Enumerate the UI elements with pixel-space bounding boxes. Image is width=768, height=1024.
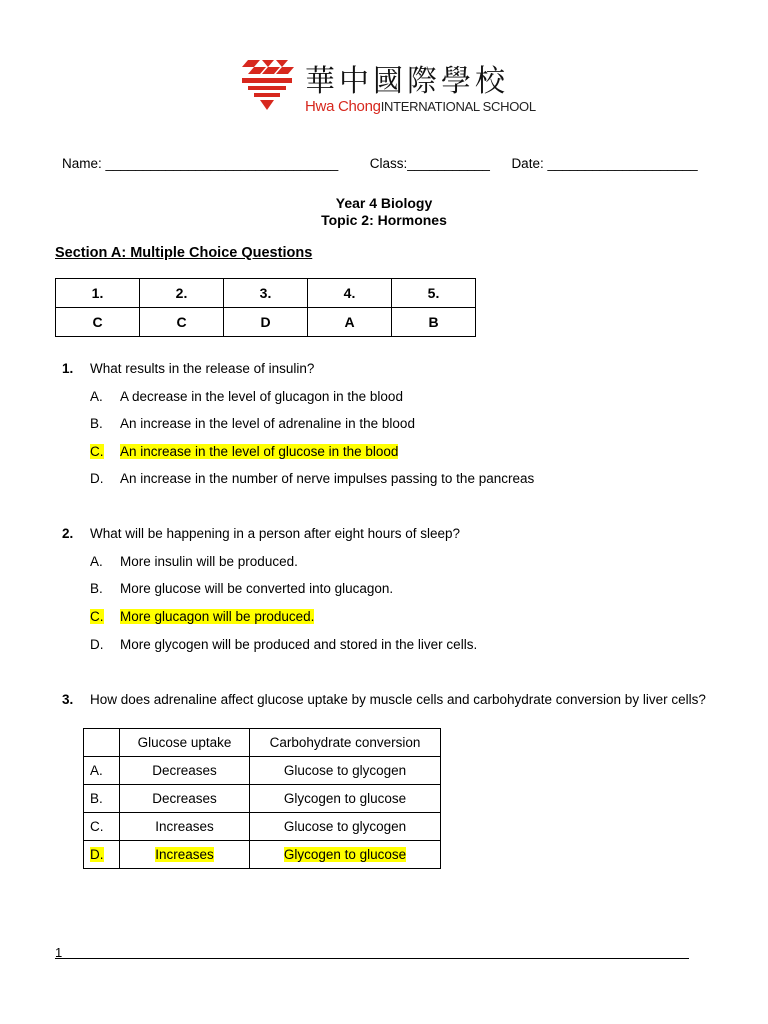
question-text: How does adrenaline affect glucose uptake by muscle cells and carbohydrate conversion by liver cells?	[90, 692, 706, 707]
answer-key-answers-row	[56, 308, 476, 337]
logo-name-part1: Hwa Chong	[305, 98, 381, 115]
option-text: More glycogen will be produced and stored in the liver cells.	[120, 637, 478, 652]
table-cell: Increases	[120, 813, 250, 841]
option-letter: B.	[90, 416, 103, 431]
option-b	[90, 581, 393, 596]
table-cell	[84, 841, 120, 869]
question-number: 1.	[62, 361, 74, 376]
answer-key-numbers-row	[56, 279, 476, 308]
option-text: More glucose will be converted into glucagon.	[120, 581, 394, 596]
option-letter: C.	[90, 444, 104, 459]
question-text: What results in the release of insulin?	[90, 361, 315, 376]
table-cell: Glucose to glycogen	[250, 757, 441, 785]
school-logo	[238, 56, 538, 118]
table-cell: B.	[84, 785, 120, 813]
question-number: 2.	[62, 526, 74, 541]
option-c-correct	[90, 444, 398, 459]
option-text: A decrease in the level of glucagon in the blood	[120, 389, 403, 404]
name-field[interactable]: Name: _______________________________	[62, 156, 339, 171]
option-letter: A.	[90, 389, 103, 404]
option-letter: B.	[90, 581, 103, 596]
table-cell	[250, 841, 441, 869]
page-title: Year 4 Biology	[335, 195, 433, 211]
answer-key-number: 4.	[308, 279, 392, 308]
table-cell: Decreases	[120, 757, 250, 785]
table-cell: C.	[84, 813, 120, 841]
option-text: More insulin will be produced.	[120, 554, 298, 569]
option-c-correct	[90, 609, 314, 624]
table-header-cell	[84, 729, 120, 757]
logo-name-part2: INTERNATIONAL SCHOOL	[380, 99, 536, 114]
logo-chinese-name: 華中國際學校	[305, 64, 509, 99]
answer-key-table	[55, 278, 476, 337]
question-3-options-table	[83, 728, 441, 869]
option-text-highlighted: More glucagon will be produced.	[120, 609, 315, 624]
table-cell: Decreases	[120, 785, 250, 813]
table-row	[84, 757, 441, 785]
date-field[interactable]: Date: ____________________	[511, 156, 698, 171]
answer-key-answer: C	[56, 308, 140, 337]
option-text-highlighted: An increase in the level of glucose in the blood	[120, 444, 399, 459]
answer-key-number: 5.	[392, 279, 476, 308]
option-text: An increase in the level of adrenaline in the blood	[120, 416, 415, 431]
class-field[interactable]: Class:___________	[369, 156, 490, 171]
answer-key-answer: B	[392, 308, 476, 337]
table-row-correct	[84, 841, 441, 869]
table-header-cell: Glucose uptake	[120, 729, 250, 757]
option-a	[90, 389, 403, 404]
footer-divider	[55, 958, 689, 959]
table-cell: Glucose to glycogen	[250, 813, 441, 841]
table-row	[84, 813, 441, 841]
answer-key-answer: C	[140, 308, 224, 337]
section-heading: Section A: Multiple Choice Questions	[55, 245, 313, 261]
option-b	[90, 416, 415, 431]
answer-key-number: 3.	[224, 279, 308, 308]
question-text: What will be happening in a person after eight hours of sleep?	[90, 526, 460, 541]
answer-key-answer: D	[224, 308, 308, 337]
page-number: 1	[55, 945, 63, 960]
student-info-line	[62, 156, 712, 171]
question-number: 3.	[62, 692, 74, 707]
table-cell: A.	[84, 757, 120, 785]
school-emblem-icon	[238, 56, 296, 114]
table-cell	[120, 841, 250, 869]
table-row	[84, 785, 441, 813]
table-cell: Glycogen to glucose	[250, 785, 441, 813]
option-letter: C.	[90, 609, 104, 624]
option-d	[90, 637, 477, 652]
option-text: An increase in the number of nerve impulses passing to the pancreas	[120, 471, 535, 486]
logo-english-name	[305, 98, 536, 115]
page-subtitle: Topic 2: Hormones	[321, 212, 447, 228]
option-letter: D.	[90, 471, 104, 486]
answer-key-number: 2.	[140, 279, 224, 308]
option-a	[90, 554, 298, 569]
highlighted-text: D.	[90, 847, 104, 862]
option-letter: D.	[90, 637, 104, 652]
option-d	[90, 471, 534, 486]
answer-key-number: 1.	[56, 279, 140, 308]
answer-key-answer: A	[308, 308, 392, 337]
option-letter: A.	[90, 554, 103, 569]
table-header-row	[84, 729, 441, 757]
highlighted-text: Glycogen to glucose	[283, 847, 407, 862]
highlighted-text: Increases	[155, 847, 214, 862]
table-header-cell: Carbohydrate conversion	[250, 729, 441, 757]
